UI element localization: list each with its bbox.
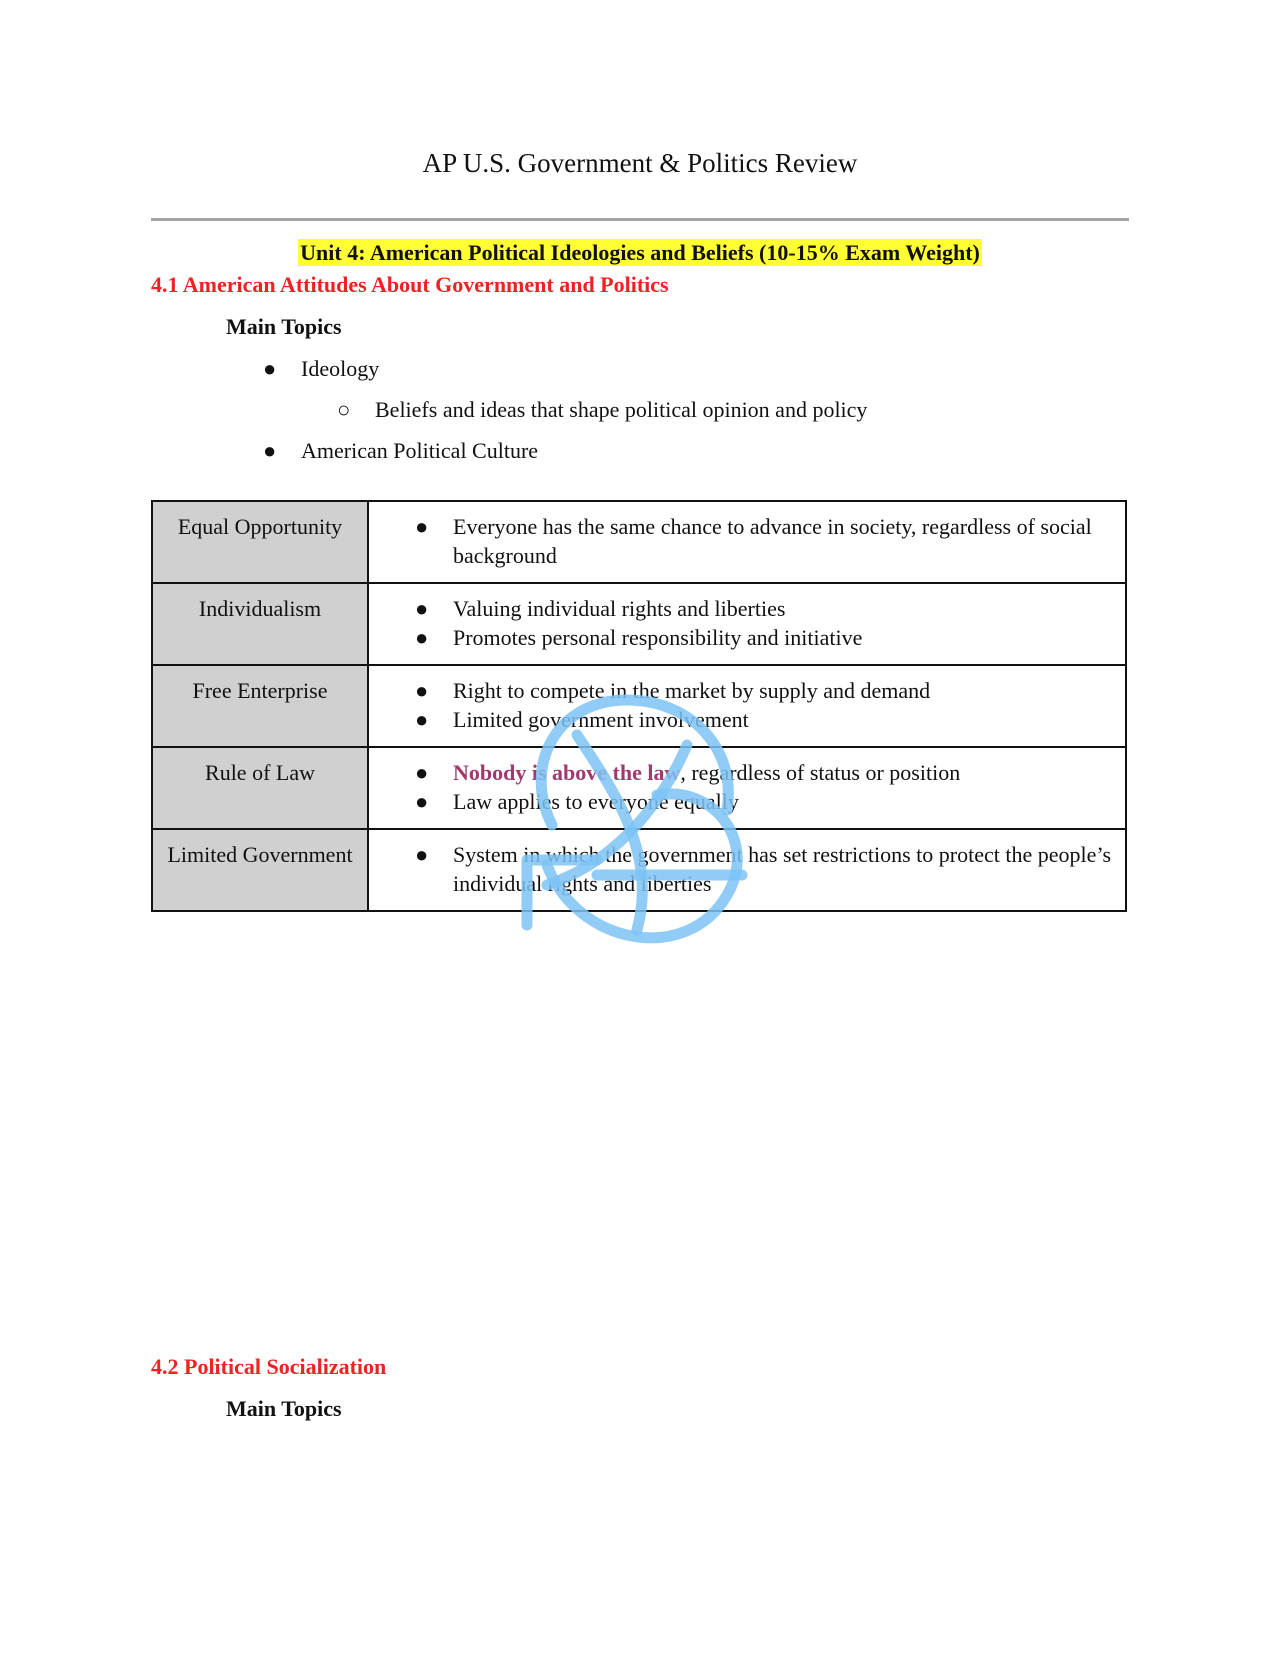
description-cell [368,747,1126,829]
term-cell: Free Enterprise [152,665,368,747]
bullet-icon: ● [415,842,429,867]
bullet-icon: ● [415,678,429,703]
list-item: ● Nobody is above the law, regardless of status or position [415,760,961,785]
topic-ideology-label: Ideology [301,356,380,381]
bullet-icon: ● [415,514,429,539]
main-topics-heading-2: Main Topics [226,1396,342,1421]
header-divider [151,218,1129,221]
bullet-icon: ● [415,789,429,814]
bullet-icon: ● [263,438,277,463]
bullet-icon: ● [415,707,429,732]
bullet-icon: ● [263,356,277,381]
term-cell: Individualism [152,583,368,665]
list-item: ● Valuing individual rights and liberties [415,596,786,621]
section-4-1-heading: 4.1 American Attitudes About Government and Politics [151,272,669,297]
bullet-icon: ● [415,760,429,785]
unit-title-highlight: Unit 4: American Political Ideologies and Beliefs (10-15% Exam Weight) [300,240,980,265]
table-row [152,665,1126,747]
topic-political-culture-label: American Political Culture [301,438,539,463]
unit-title [0,240,1280,266]
list-item: ● Promotes personal responsibility and initiative [415,625,863,650]
bullet-icon: ● [415,596,429,621]
table-row [152,829,1126,911]
bullet-icon: ● [415,625,429,650]
term-cell: Equal Opportunity [152,501,368,583]
description-cell [368,583,1126,665]
description-cell [368,829,1126,911]
topic-ideology-definition-text: Beliefs and ideas that shape political opinion and policy [375,397,868,422]
table-row [152,747,1126,829]
term-cell: Limited Government [152,829,368,911]
table-row [152,583,1126,665]
section-4-2-heading: 4.2 Political Socialization [151,1354,387,1379]
hollow-bullet-icon: ○ [337,397,351,422]
list-item: ● Limited government involvement [415,707,749,732]
table-row [152,501,1126,583]
list-item: ● Law applies to everyone equally [415,789,739,814]
document-header-title: AP U.S. Government & Politics Review [422,148,858,178]
term-cell: Rule of Law [152,747,368,829]
list-item: ● Everyone has the same chance to advance in society, regardless of social background [415,514,1092,568]
list-item: ● System in which the government has set restrictions to protect the people’s individual rights and liberties [415,842,1112,896]
main-topics-heading: Main Topics [226,314,342,339]
political-culture-table [151,500,1127,912]
list-item: ● Right to compete in the market by supply and demand [415,678,931,703]
description-cell [368,501,1126,583]
description-cell [368,665,1126,747]
emphasized-phrase: Nobody is above the law [453,760,681,785]
